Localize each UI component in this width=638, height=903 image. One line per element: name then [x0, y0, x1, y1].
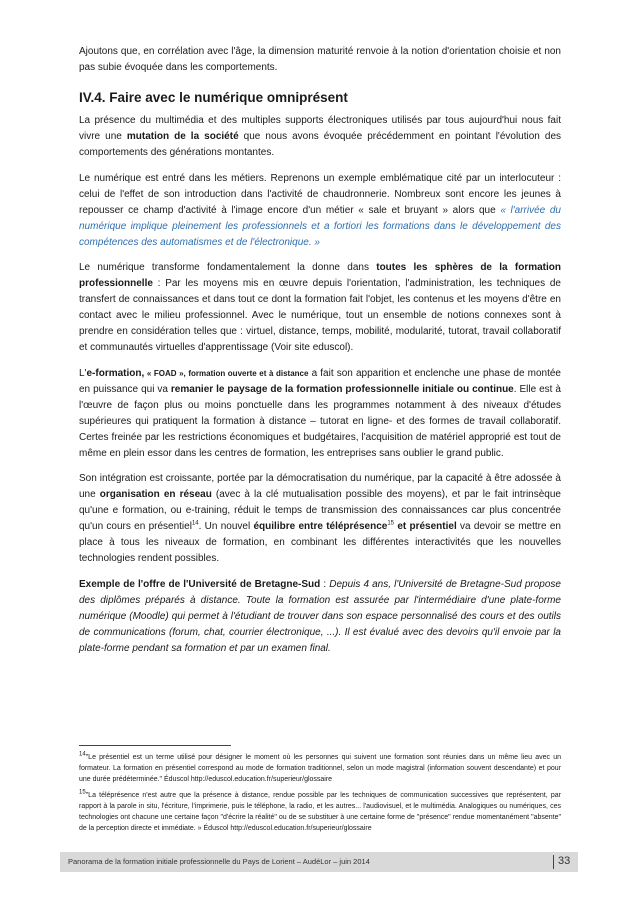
footer-separator	[553, 855, 554, 869]
foad-text: « FOAD », formation ouverte et à distance	[144, 368, 309, 378]
footnote-number: 15	[79, 789, 86, 796]
footnote-divider	[79, 745, 231, 746]
bold-text: e-formation,	[86, 367, 145, 379]
text: . Elle est à l'œuvre de façon plus ou moins ponctuelle dans les programmes notamment à des niveaux d'études supérieures qui pratiquent la formation à distance – tutorat en ligne- et des formes de travail collaboratif. Certes freinée par les restrictions économiques et budgétaires, l'acquisition de matériel approprié est tout de même en plein essor dans les centres de formation, les entreprises sans oublier le grand public.	[79, 383, 561, 459]
bold-text: remanier le paysage de la formation professionnelle initiale ou continue	[170, 383, 514, 395]
text: : Par les moyens mis en œuvre depuis l'orientation, l'administration, les techniques de transfert de connaissances et dans tout ce dont la formation fait l'objet, les contenus et les moyens d'être en contact avec le milieu professionnel. Avec le numérique, tout un ensemble de notions connexes sont à prendre en considération telles que : virtuel, distance, temps, mobilité, modularité, tutorat, travail collaboratif et communautés virtuelles d'apprentissage (Voir site eduscol).	[79, 278, 561, 353]
footnote-number: 14	[79, 751, 86, 758]
paragraph-6	[79, 577, 561, 657]
text: Son intégration est croissante, portée par la démocratisation du numérique, par la capacité à être adossée à une	[79, 473, 561, 500]
bold-text: et présentiel	[394, 521, 457, 532]
page-footer	[60, 852, 578, 872]
section-heading: IV.4. Faire avec le numérique omniprésent	[79, 90, 348, 105]
text: :	[320, 578, 330, 590]
footnotes	[79, 752, 561, 839]
text: a fait son apparition et enclenche une phase de montée en puissance qui va	[79, 367, 561, 395]
footnote-text: "La téléprésence n'est autre que la présence à distance, rendue possible par les techniques de communication successives que représentent, par rapport à la parole in situ, l'écriture, l'imprimerie, puis le téléphone, la radio, et les autres... l'audiovisuel, et le multimédia. Analogiques ou numériques, ces technologies ont chacune une certaine façon "d'écrire la réalité" ou de se substituer à une certaine forme de "présence" rendue momentanément "absente" de la perception directe et immédiate. » Éduscol http://eduscol.education.fr/superieur/glossaire	[79, 792, 561, 832]
text: (avec à la clé mutualisation possible des moyens), et par le fait intrinsèque qu'une e formation, ou e-training, réduit le temps de transmission des connaissances car plus concentrée qu'un cours en présentiel	[79, 489, 561, 532]
footnote-ref-15[interactable]: 15	[387, 520, 395, 527]
paragraph-5	[79, 471, 561, 567]
footnote-14	[79, 752, 561, 785]
text: . Un nouvel	[198, 521, 254, 532]
intro-paragraph: Ajoutons que, en corrélation avec l'âge, la dimension maturité renvoie à la notion d'orientation choisie et non pas subie évoquée dans les comportements.	[79, 46, 561, 73]
paragraph-3	[79, 260, 561, 356]
text: Le numérique est entré dans les métiers. Reprenons un exemple emblématique cité par un interlocuteur : celui de l'effet de son introduction dans l'activité de chaudronnerie. Nombreux sont encore les jeunes à repousser ce champ d'activité à l'image encore d'un métier « sale et bruyant » alors que	[79, 172, 561, 216]
text: que nous avons évoquée précédemment en pointant l'évolution des comportements des générations montantes.	[79, 131, 561, 158]
paragraph-2	[79, 171, 561, 251]
text: La présence du multimédia et des multiples supports électroniques utilisés par tous aujourd'hui nous fait vivre une	[79, 115, 561, 142]
paragraph-4	[79, 366, 561, 462]
text: L'	[79, 367, 87, 379]
paragraph-1	[79, 113, 561, 161]
footnote-ref-14[interactable]: 14	[191, 520, 199, 527]
text: Le numérique transforme fondamentalement la donne dans	[79, 262, 377, 273]
bold-text: mutation de la société	[126, 131, 239, 142]
page-number: 33	[558, 855, 571, 867]
bold-text: équilibre entre téléprésence	[253, 521, 388, 532]
italic-text: Depuis 4 ans, l'Université de Bretagne-Sud propose des diplômes préparés à distance. Toute la formation est assurée par l'intermédiaire d'une plate-forme numérique (Moodle) qui permet à l'étudiant de trouver dans son espace personnalisé des cours et des outils de communications (forum, chat, courrier électronique, ...). Il est évalué avec des devoirs qu'il envoie par la plate-forme pendant sa formation et par un examen final.	[79, 578, 561, 654]
quote-text: « l'arrivée du numérique implique pleinement les professionnels et a fortiori les formations dans le développement des compétences des automatismes et de l'électronique. »	[79, 204, 561, 248]
footer-text: Panorama de la formation initiale professionnelle du Pays de Lorient – AudéLor – juin 2014	[68, 857, 370, 866]
footnote-text: "Le présentiel est un terme utilisé pour désigner le moment où les personnes qui suivent une formation sont réunies dans un même lieu avec un formateur. La formation en présentiel correspond au mode de formation traditionnel, selon un mode magistral (information souvent descendante) et pour une durée prédéterminée." Éduscol http://eduscol.education.fr/superieur/glossaire	[79, 754, 561, 783]
main-content	[79, 44, 561, 666]
bold-text: organisation en réseau	[99, 489, 212, 500]
footnote-15	[79, 790, 561, 834]
bold-text: Exemple de l'offre de l'Université de Bretagne-Sud	[79, 578, 321, 590]
bold-text: toutes les sphères de la formation professionnelle	[79, 262, 561, 289]
text: va devoir se mettre en place à tous les niveaux de formation, en combinant les différentes interactivités que les nouvelles technologies rendent possibles.	[79, 521, 561, 564]
